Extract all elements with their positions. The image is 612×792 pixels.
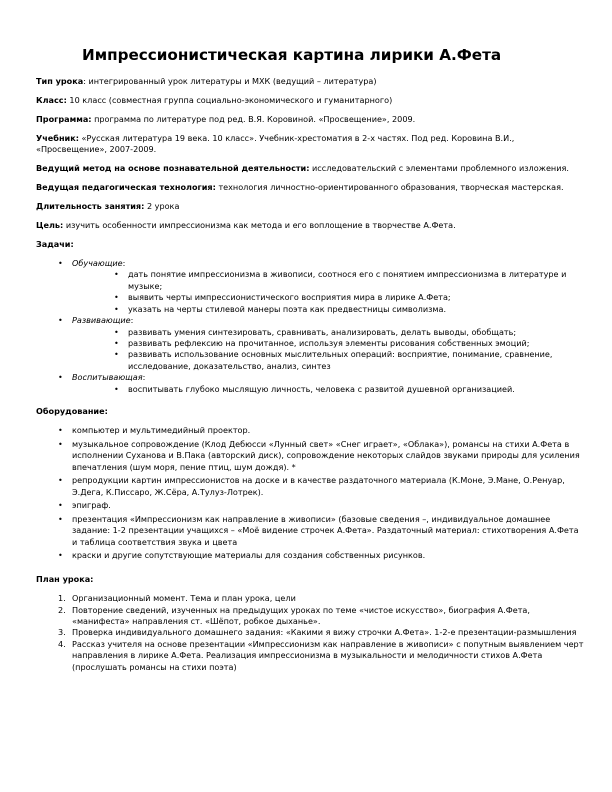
item-number: 2. [58,604,66,615]
list-item: 2. Повторение сведений, изученных на предыдущих уроках по теме «чистое искусство», биография А.Фета, «манифеста» направления ст. «Шёпот, робкое дыханье». [58,604,530,626]
equipment-list [36,425,584,561]
meta-value: исследовательский с элементами проблемного изложения. [312,163,569,174]
meta-goal [36,220,584,231]
tasks-heading: Задачи: [36,238,74,249]
list-item: • развивать использование основных мыслительных операций: восприятие, понимание, сравнение, исследование, доказательство, анализ, синтез [72,349,584,372]
lesson-meta [36,76,584,231]
meta-label: Ведущий метод на основе познавательной деятельности: [36,163,310,174]
meta-value: «Русская литература 19 века. 10 класс». Учебник-хрестоматия в 2-х частях. Под ред. Коровина В.И., «Просвещение», 2007-2009. [36,132,515,155]
equipment-heading: Оборудование: [36,405,108,416]
document-page [36,46,584,673]
list-item: • выявить черты импрессионистического восприятия мира в лирике А.Фета; [72,292,584,303]
tasks-list [36,258,584,395]
task-group-name: Развивающие [72,315,131,326]
task-group-name: Обучающие [72,258,123,269]
list-item: 1. Организационный момент. Тема и план урока, цели [58,593,296,604]
meta-lesson-type: Тип урока: интегрированный урок литературы и МХК (ведущий – литература) [36,76,377,86]
page-title: Импрессионистическая картина лирики А.Фета [82,46,502,64]
list-item: • дать понятие импрессионизма в живописи, соотнося его с понятием импрессионизма в литературе и музыке; [72,269,584,292]
meta-technology [36,182,584,193]
list-item: • краски и другие сопутствующие материалы для создания собственных рисунков. [36,550,584,561]
list-item: • музыкальное сопровождение (Клод Дебюсси «Лунный свет» «Снег играет», «Облака»), романсы на стихи А.Фета в исполнении Суханова и В.Пака (авторский диск), сопровождение некоторых слайдов звуками природы для усиления впечатления (шум моря, пение птиц, шум дождя). * [36,439,584,473]
list-item: • указать на черты стилевой манеры поэта как предвестницы символизма. [72,304,584,315]
item-number: 3. [58,627,66,638]
list-item: 3. Проверка индивидуального домашнего задания: «Какими я вижу строчки А.Фета». 1-2-е презентации-размышления [58,627,577,638]
meta-label: Ведущая педагогическая технология: [36,181,216,192]
meta-value: технология личностно-ориентированного образования, творческая мастерская. [218,181,564,192]
meta-value: 2 урока [146,200,180,211]
plan-heading: План урока: [36,573,94,584]
meta-value: программа по литературе под ред. В.Я. Коровиной. «Просвещение», 2009. [94,113,416,124]
list-item: • развивать умения синтезировать, сравнивать, анализировать, делать выводы, обобщать; [72,327,584,338]
meta-class [36,95,584,106]
meta-label: Цель: [36,219,64,230]
item-number: 1. [58,593,66,604]
meta-method [36,163,584,174]
meta-label: Учебник: [36,132,79,143]
list-item: 4. Рассказ учителя на основе презентации «Импрессионизм как направление в живописи» с попутным выявлением черт направления в лирике А.Фета. Реализация импрессионизма в музыкальности и мелодичности стихов А.Фета (прослушать романсы на стихи поэта) [58,638,584,672]
list-item: • развивать рефлексию на прочитанное, используя элементы рисования собственных эмоций; [72,338,584,349]
meta-value: изучить особенности импрессионизма как метода и его воплощение в творчестве А.Фета. [65,219,456,230]
plan-list [36,593,584,673]
meta-value: 10 класс (совместная группа социально-экономического и гуманитарного) [69,94,393,105]
meta-label: Тип урока [36,76,84,86]
list-item: • презентация «Импрессионизм как направление в живописи» (базовые сведения –, индивидуальное домашнее задание: 1-2 презентации учащихся – «Моё видение строчек А.Фета». Раздаточный материал: стихотворения А.Фета и таблица соответствия звука и цвета [36,514,584,548]
list-item: • компьютер и мультимедийный проектор. [36,425,584,436]
task-group-name: Воспитывающая [72,372,143,383]
task-group-developing: • Развивающие: • развивать умения синтезировать, сравнивать, анализировать, делать выводы, обобщать; • развивать рефлексию на прочитанное, используя элементы рисования собственных эмоций; • развивать использование основных мыслительных операций: восприятие, понимание, сравнение, исследование, доказательство, анализ, синтез [36,315,584,372]
item-number: 4. [58,638,66,649]
meta-textbook [36,133,584,156]
task-group-upbringing: • Воспитывающая: • воспитывать глубоко мыслящую личность, человека с развитой душевной организацией. [36,372,584,395]
list-item: • репродукции картин импрессионистов на доске и в качестве раздаточного материала (К.Моне, Э.Мане, О.Ренуар, Э.Дега, К.Писсаро, Ж.Сёра, А.Тулуз-Лотрек). [36,475,584,498]
meta-label: Длительность занятия: [36,200,145,211]
meta-program [36,114,584,125]
meta-label: Программа: [36,113,92,124]
meta-duration [36,201,584,212]
meta-value: интегрированный урок литературы и МХК (ведущий – литература) [88,76,377,86]
list-item: • воспитывать глубоко мыслящую личность, человека с развитой душевной организацией. [72,384,584,395]
list-item: • эпиграф. [36,500,584,511]
task-group-educational: • Обучающие: • дать понятие импрессионизма в живописи, соотнося его с понятием импрессионизма в литературе и музыке; • выявить черты импрессионистического восприятия мира в лирике А.Фета; • указать на черты стилевой манеры поэта как предвестницы символизма. [36,258,584,315]
meta-label: Класс: [36,94,67,105]
